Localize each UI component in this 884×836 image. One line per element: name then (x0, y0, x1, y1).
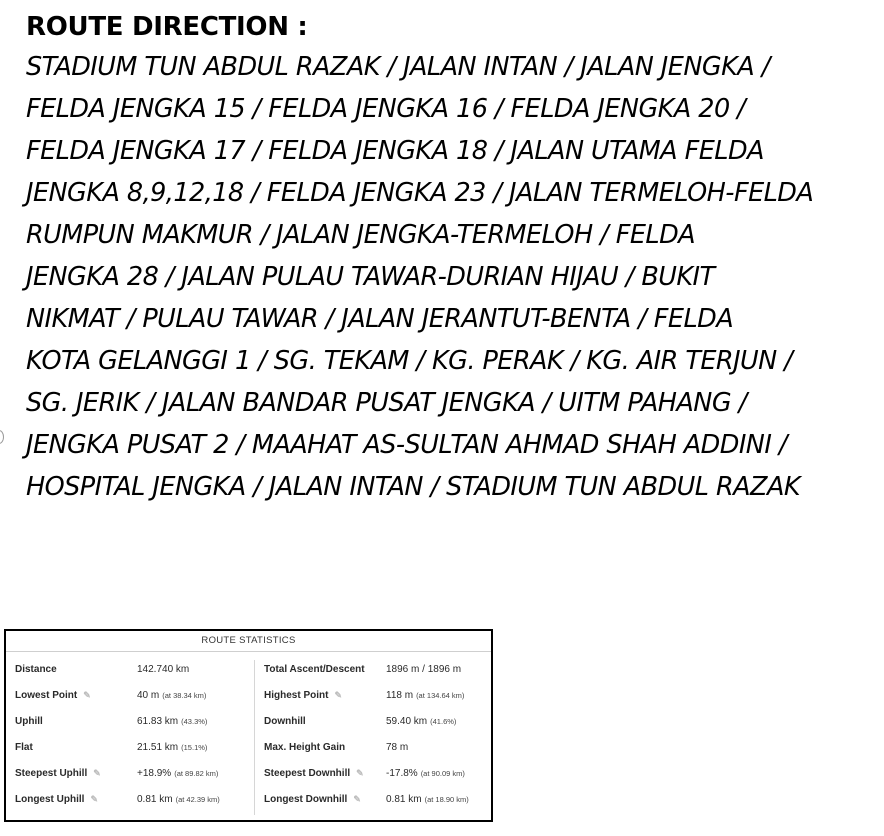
stats-divider (254, 660, 255, 815)
stat-label-text: Lowest Point (15, 689, 78, 701)
stat-value-text: 61.83 km (137, 715, 179, 727)
stat-note: (at 18.90 km) (424, 794, 469, 804)
route-heading: ROUTE DIRECTION : (26, 12, 308, 42)
stat-label (15, 794, 137, 805)
stat-row (15, 760, 250, 786)
stat-row (264, 682, 490, 708)
stat-value (137, 742, 207, 753)
pencil-icon[interactable]: ✎ (93, 767, 101, 778)
stat-label (264, 768, 386, 779)
stat-value-text: 40 m (137, 689, 160, 701)
pencil-icon[interactable]: ✎ (90, 793, 98, 804)
stat-label-text: Uphill (15, 715, 43, 727)
pencil-icon[interactable]: ✎ (83, 689, 91, 700)
stat-row (15, 656, 250, 682)
route-line: HOSPITAL JENGKA / JALAN INTAN / STADIUM TUN ABDUL RAZAK (26, 472, 801, 502)
stat-value-text: 21.51 km (137, 741, 179, 753)
stat-value (137, 716, 207, 727)
stats-column-right (264, 656, 490, 812)
stat-label-text: Steepest Uphill (15, 767, 88, 779)
stat-label (264, 794, 386, 805)
page-edge-marker (0, 430, 4, 444)
stat-value (386, 742, 408, 753)
stat-label (15, 716, 137, 727)
stat-value-text: 78 m (386, 741, 409, 753)
route-line: SG. JERIK / JALAN BANDAR PUSAT JENGKA / UITM PAHANG / (26, 388, 747, 418)
stat-label-text: Longest Downhill (264, 793, 348, 805)
stat-row (264, 734, 490, 760)
stat-label (15, 742, 137, 753)
route-text (26, 46, 884, 508)
stat-value-text: +18.9% (137, 767, 172, 779)
stat-row (15, 786, 250, 812)
stat-value (386, 690, 464, 701)
stats-column-left (15, 656, 250, 812)
stat-value (137, 664, 189, 675)
pencil-icon[interactable]: ✎ (356, 767, 364, 778)
stat-row (15, 708, 250, 734)
route-line: FELDA JENGKA 15 / FELDA JENGKA 16 / FELDA JENGKA 20 / (26, 94, 746, 124)
stat-label-text: Max. Height Gain (264, 741, 346, 753)
stat-row (15, 682, 250, 708)
stat-value (386, 794, 469, 805)
stat-label (15, 664, 137, 675)
stat-value-text: 59.40 km (386, 715, 428, 727)
stat-value (137, 794, 220, 805)
stat-note: (at 38.34 km) (162, 690, 207, 700)
stat-label-text: Flat (15, 741, 33, 753)
route-line: JENGKA 28 / JALAN PULAU TAWAR-DURIAN HIJAU / BUKIT (26, 262, 715, 292)
stat-row (15, 734, 250, 760)
stat-value (386, 768, 465, 779)
stat-label (264, 716, 386, 727)
stat-note: (at 89.82 km) (174, 768, 219, 778)
stat-value (386, 664, 461, 675)
route-line: RUMPUN MAKMUR / JALAN JENGKA-TERMELOH / FELDA (26, 220, 696, 250)
stat-value-text: 1896 m / 1896 m (386, 663, 462, 675)
route-direction-section (26, 8, 884, 508)
route-line: STADIUM TUN ABDUL RAZAK / JALAN INTAN / JALAN JENGKA / (26, 52, 770, 82)
stat-note: (41.6%) (430, 716, 457, 726)
route-line: JENGKA 8,9,12,18 / FELDA JENGKA 23 / JALAN TERMELOH-FELDA (26, 178, 814, 208)
route-line: NIKMAT / PULAU TAWAR / JALAN JERANTUT-BENTA / FELDA (26, 304, 734, 334)
stat-row (264, 708, 490, 734)
stat-value-text: 118 m (386, 689, 414, 701)
stat-label-text: Downhill (264, 715, 306, 727)
stat-note: (43.3%) (181, 716, 208, 726)
stat-label-text: Longest Uphill (15, 793, 85, 805)
stats-title: ROUTE STATISTICS (6, 631, 491, 652)
stat-value (137, 690, 206, 701)
stat-value-text: 0.81 km (137, 793, 173, 805)
stat-label-text: Highest Point (264, 689, 329, 701)
route-line: FELDA JENGKA 17 / FELDA JENGKA 18 / JALAN UTAMA FELDA (26, 136, 764, 166)
stat-label-text: Distance (15, 663, 57, 675)
stat-label (264, 690, 386, 701)
stat-note: (15.1%) (181, 742, 208, 752)
stat-note: (at 90.09 km) (420, 768, 465, 778)
stat-note: (at 134.64 km) (416, 690, 465, 700)
route-statistics-panel (4, 629, 493, 822)
stat-note: (at 42.39 km) (175, 794, 220, 804)
stat-label (15, 690, 137, 701)
stat-value-text: -17.8% (386, 767, 418, 779)
pencil-icon[interactable]: ✎ (334, 689, 342, 700)
stat-row (264, 786, 490, 812)
stat-value-text: 0.81 km (386, 793, 422, 805)
stats-body (6, 652, 491, 821)
stat-label-text: Steepest Downhill (264, 767, 351, 779)
route-line: KOTA GELANGGI 1 / SG. TEKAM / KG. PERAK / KG. AIR TERJUN / (26, 346, 793, 376)
stat-row (264, 760, 490, 786)
pencil-icon[interactable]: ✎ (353, 793, 361, 804)
stat-label (264, 742, 386, 753)
stat-label-text: Total Ascent/Descent (264, 663, 365, 675)
stat-value (137, 768, 218, 779)
stat-label (264, 664, 386, 675)
route-line: JENGKA PUSAT 2 / MAAHAT AS-SULTAN AHMAD SHAH ADDINI / (26, 430, 787, 460)
stat-value (386, 716, 456, 727)
stat-value-text: 142.740 km (137, 663, 190, 675)
stat-row (264, 656, 490, 682)
stat-label (15, 768, 137, 779)
